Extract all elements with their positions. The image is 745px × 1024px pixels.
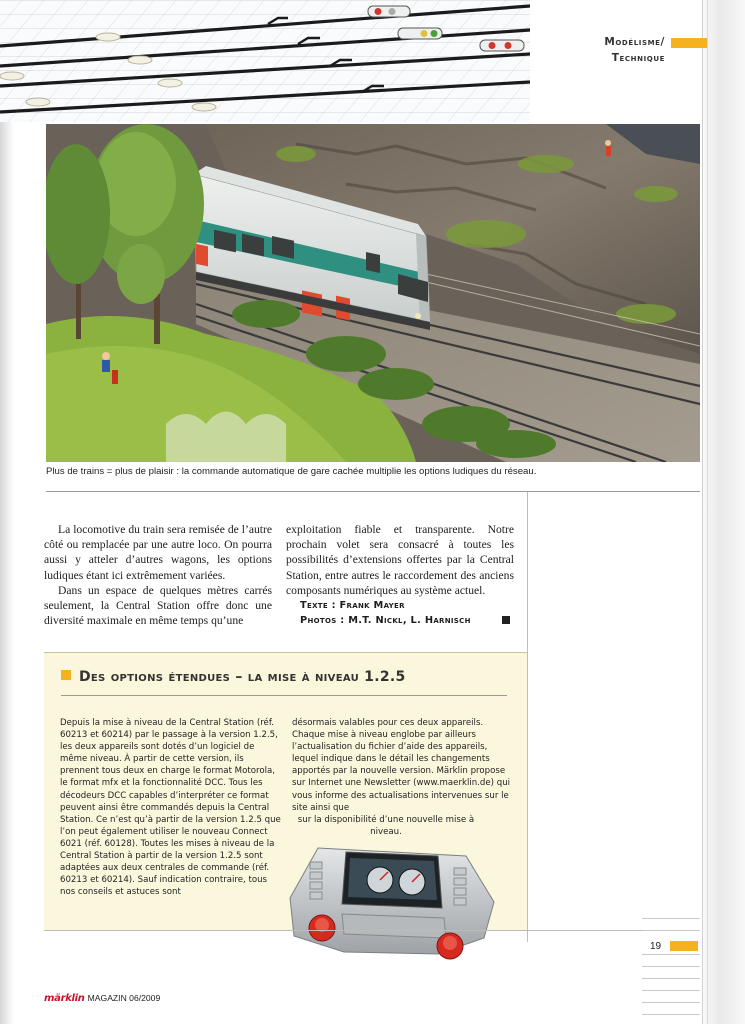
header-track-plan-graphic <box>0 0 530 122</box>
footer-magazine <box>44 993 160 1004</box>
article-end-mark <box>502 616 510 624</box>
credit-text: Texte : Frank Mayer <box>300 600 405 612</box>
article-paragraph: La locomotive du train sera remisée de l’autre côté ou remplacée par une autre loco. On pourra aussi y atteler d’autres wagons, les options ludiques étant ici extrêmement variées. <box>44 523 272 582</box>
article-column-1 <box>44 522 272 628</box>
section-accent-bar <box>671 38 707 48</box>
page-edge-tabs <box>642 918 700 1018</box>
article-column-2 <box>286 522 514 628</box>
caption-divider <box>46 491 700 492</box>
column-divider <box>527 492 528 942</box>
section-tag <box>565 34 707 68</box>
layout-train-photo <box>46 124 700 462</box>
box-paragraph-end: sur la disponibilité d’une nouvelle mise à niveau. <box>297 814 475 837</box>
article-paragraph: exploitation fiable et transparente. Notre prochain volet sera consacré à toutes les possibilités d’extensions offertes par la Central Station, entre autres le raccordement des anciens composants numériques au système actuel. <box>286 523 514 597</box>
box-paragraph: Depuis la mise à niveau de la Central Station (réf. 60213 et 60214) par le passage à la version 1.2.5, les deux appareils sont dotés d’un logiciel de même niveau. À partir de cette version, ils prennent tous deux en charge le format Motorola, le format mfx et la fonctionnalité DCC. Tous les décodeurs DCC capables d’interpréter ce format peuvent ainsi être commandés depuis la Central Station. Ce n’est qu’à partir de la version 1.2.5 que l’on peut également utiliser le nouveau Connect 6021 (réf. 60128). Toutes les mises à niveau de la Central Station à partir de la version 1.2.5 sont adaptées aux deux centrales de commande (réf. 60213 et 60214). Sauf indication contraire, tous nos conseils et astuces sont <box>60 718 281 898</box>
section-label: Modélisme/ Technique <box>604 36 665 64</box>
page-number-accent <box>670 941 698 951</box>
box-column-2 <box>292 717 516 838</box>
photo-caption: Plus de trains = plus de plaisir : la commande automatique de gare cachée multiplie les options ludiques du réseau. <box>46 466 537 477</box>
footer-rule <box>44 930 642 931</box>
box-title: Des options étendues – la mise à niveau 1.2.5 <box>61 669 521 685</box>
credit-photos: Photos : M.T. Nickl, L. Harnisch <box>300 615 471 627</box>
box-title-rule <box>61 695 507 696</box>
article-credits <box>286 598 514 628</box>
title-accent-square <box>61 670 71 680</box>
central-station-device-image <box>288 842 498 968</box>
magazine-issue: MAGAZIN 06/2009 <box>87 993 161 1003</box>
page-number: 19 <box>650 941 662 952</box>
page-gutter-shadow <box>0 0 14 1024</box>
box-paragraph: désormais valables pour ces deux appareils. Chaque mise à niveau englobe par ailleurs l’actualisation du fichier d’aide des appareils, lequel indique dans le détail les changements apportés par la nouvelle version. Märklin propose sur Internet une Newsletter (www.maerklin.de) qui vous informe des actualisations intervenues sur le site ainsi que <box>292 718 511 813</box>
article-paragraph: Dans un espace de quelques mètres carrés seulement, la Central Station offre donc une diversité maximale en même temps qu’une <box>44 583 272 628</box>
page-edge-right <box>702 0 745 1024</box>
box-column-1 <box>60 717 284 898</box>
marklin-logo: märklin <box>44 993 85 1004</box>
